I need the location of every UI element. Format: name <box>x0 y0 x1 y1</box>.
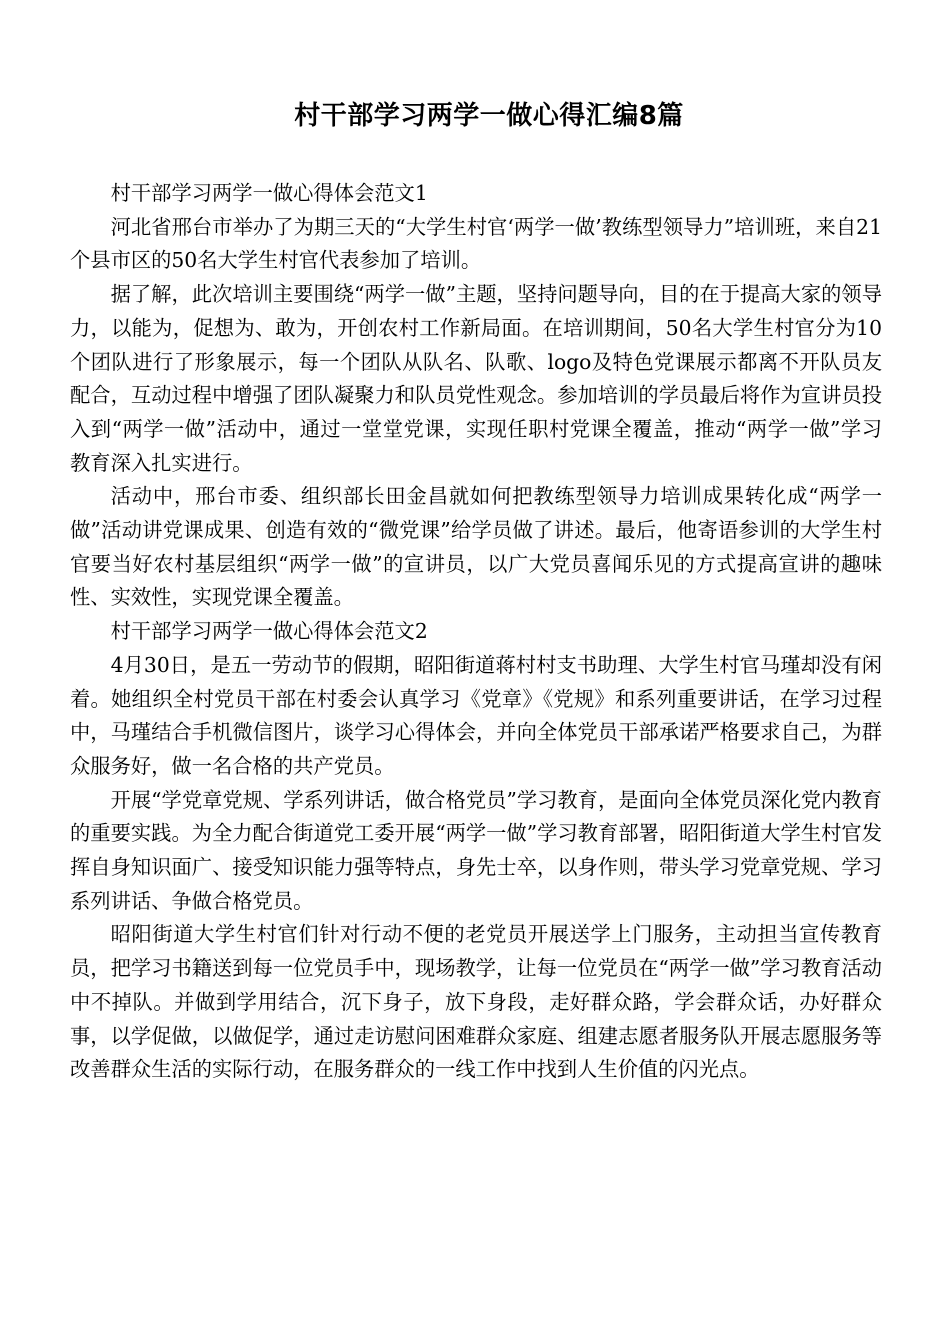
body-paragraph: 活动中，邢台市委、组织部长田金昌就如何把教练型领导力培训成果转化成“两学一做”活动讲党课成果、创造有效的“微党课”给学员做了讲述。最后，他寄语参训的大学生村官要当好农村基层组织“两学一做”的宣讲员，以广大党员喜闻乐见的方式提高宣讲的趣味性、实效性，实现党课全覆盖。 <box>70 484 882 610</box>
document-title: 村干部学习两学一做心得汇编8篇 <box>294 101 684 131</box>
body-paragraph: 据了解，此次培训主要围绕“两学一做”主题，坚持问题导向，目的在于提高大家的领导力，以能为，促想为、敢为，开创农村工作新局面。在培训期间，50名大学生村官分为10个团队进行了形象展示，每一个团队从队名、队歌、logo及特色党课展示都离不开队员友配合，互动过程中增强了团队凝聚力和队员党性观念。参加培训的学员最后将作为宣讲员投入到“两学一做”活动中，通过一堂堂党课，实现任职村党课全覆盖，推动“两学一做”学习教育深入扎实进行。 <box>70 282 882 475</box>
body-paragraph: 昭阳街道大学生村官们针对行动不便的老党员开展送学上门服务，主动担当宣传教育员，把学习书籍送到每一位党员手中，现场教学，让每一位党员在“两学一做”学习教育活动中不掉队。并做到学用结合，沉下身子，放下身段，走好群众路，学会群众话，办好群众事，以学促做，以做促学，通过走访慰问困难群众家庭、组建志愿者服务队开展志愿服务等改善群众生活的实际行动，在服务群众的一线工作中找到人生价值的闪光点。 <box>70 922 882 1082</box>
body-paragraph: 开展“学党章党规、学系列讲话，做合格党员”学习教育，是面向全体党员深化党内教育的重要实践。为全力配合街道党工委开展“两学一做”学习教育部署，昭阳街道大学生村官发挥自身知识面广、接受知识能力强等特点，身先士卒，以身作则，带头学习党章党规、学习系列讲话、争做合格党员。 <box>70 787 882 913</box>
section-heading: 村干部学习两学一做心得体会范文1 <box>110 181 428 205</box>
document-page <box>70 96 882 1087</box>
document-body <box>70 177 882 1087</box>
body-paragraph: 河北省邢台市举办了为期三天的“大学生村官‘两学一做’教练型领导力”培训班，来自21个县市区的50名大学生村官代表参加了培训。 <box>70 214 882 273</box>
section-heading: 村干部学习两学一做心得体会范文2 <box>110 619 428 644</box>
body-paragraph: 4月30日，是五一劳动节的假期，昭阳街道蒋村村支书助理、大学生村官马瑾却没有闲着。她组织全村党员干部在村委会认真学习《党章》《党规》和系列重要讲话，在学习过程中，马瑾结合手机微信图片，谈学习心得体会，并向全体党员干部承诺严格要求自己，为群众服务好，做一名合格的共产党员。 <box>70 652 882 778</box>
